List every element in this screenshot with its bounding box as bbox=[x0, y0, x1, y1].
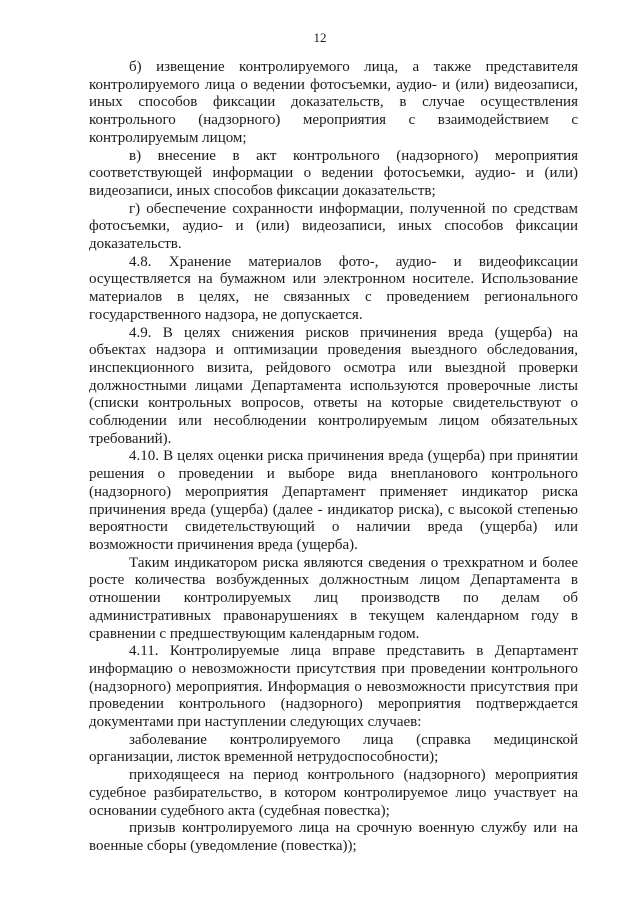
paragraph-4-11: 4.11. Контролируемые лица вправе представить в Департамент информацию о невозможности присутствия при проведении контрольного (надзорного) мероприятия. Информация о невозможности присутствия при проведении контрольного (надзорного) мероприятия подтверждается документами при наступлении следующих случаев: bbox=[89, 643, 578, 731]
paragraph-illness: заболевание контролируемого лица (справка медицинской организации, листок временной нетрудоспособности); bbox=[89, 731, 578, 766]
paragraph-4-10: 4.10. В целях оценки риска причинения вреда (ущерба) при принятии решения о проведении и выборе вида внепланового контрольного (надзорного) мероприятия Департамент применяет индикатор риска причинения вреда (ущерба) (далее - индикатор риска), с высокой степенью вероятности свидетельствующий о наличии вреда (ущерба) или возможности причинения вреда (ущерба). bbox=[89, 448, 578, 553]
paragraph-4-9: 4.9. В целях снижения рисков причинения вреда (ущерба) на объектах надзора и оптимизации проведения выездного обследования, инспекционного визита, рейдового осмотра или выездной проверки должностными лицами Департамента используются проверочные листы (списки контрольных вопросов, ответы на которые свидетельствуют о соблюдении или несоблюдении контролируемым лицом обязательных требований). bbox=[89, 324, 578, 447]
paragraph-military-call: призыв контролируемого лица на срочную военную службу или на военные сборы (уведомление (повестка)); bbox=[89, 820, 578, 854]
document-body bbox=[89, 59, 578, 856]
paragraph-4-8: 4.8. Хранение материалов фото-, аудио- и видеофиксации осуществляется на бумажном или электронном носителе. Использование материалов в целях, не связанных с проведением регионального государственного надзора, не допускается. bbox=[89, 253, 578, 323]
paragraph-g-data-safety: г) обеспечение сохранности информации, полученной по средствам фотосъемки, аудио- и (или) видеозаписи, иных способов фиксации доказательств. bbox=[89, 200, 578, 253]
paragraph-court-case: приходящееся на период контрольного (надзорного) мероприятия судебное разбирательство, в котором контролируемое лицо участвует на основании судебного акта (судебная повестка); bbox=[89, 767, 578, 819]
paragraph-b-notification: б) извещение контролируемого лица, а также представителя контролируемого лица о ведении фотосъемки, аудио- и (или) видеозаписи, иных способов фиксации доказательств, в случае осуществления контрольного (надзорного) мероприятия с взаимодействием с контролируемым лицом; bbox=[89, 59, 578, 146]
paragraph-risk-indicator: Таким индикатором риска являются сведения о трехкратном и более росте количества возбужденных должностным лицом Департамента в отношении контролируемых лиц производств по делам об административных правонарушениях в текущем календарном году в сравнении с предшествующим календарным годом. bbox=[89, 554, 578, 642]
page-number: 12 bbox=[313, 30, 327, 45]
paragraph-v-act-entry: в) внесение в акт контрольного (надзорного) мероприятия соответствующей информации о ведении фотосъемки, аудио- и (или) видеозаписи, иных способов фиксации доказательств; bbox=[89, 147, 578, 199]
